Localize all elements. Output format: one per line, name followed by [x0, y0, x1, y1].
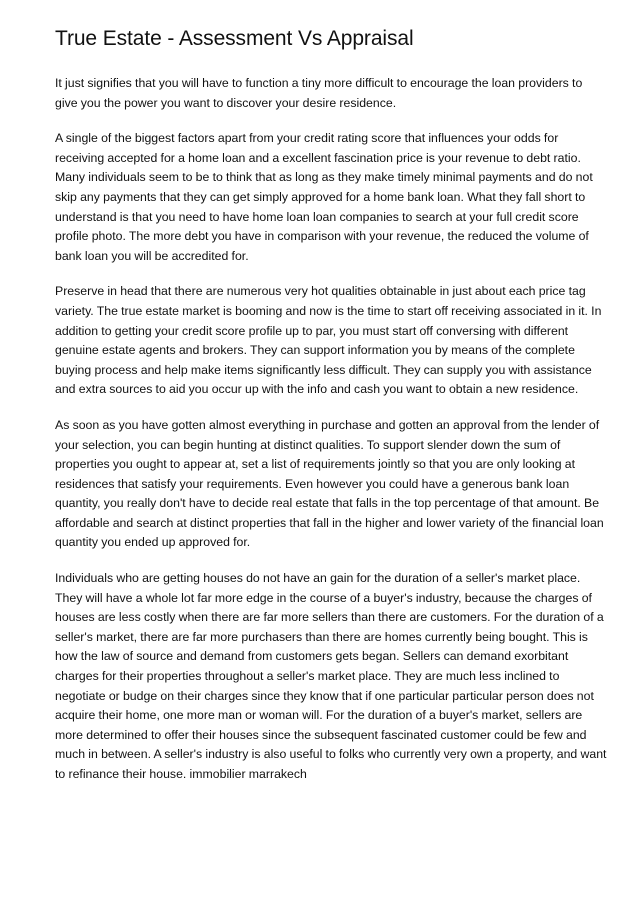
paragraph-2: A single of the biggest factors apart from your credit rating score that influences your odds for receiving accepted for a home loan and a excellent fascination price is your revenue to debt ratio. Many individuals seem to be to think that as long as they make timely minimal payments and do not skip any payments that they can get simply approved for a home bank loan. What they fall short to understand is that you need to have home loan loan companies to search at your full credit score profile photo. The more debt you have in comparison with your revenue, the reduced the volume of bank loan you will be accredited for.: [55, 131, 593, 263]
paragraph-5: Individuals who are getting houses do not have an gain for the duration of a seller's market place. They will have a whole lot far more edge in the course of a buyer's industry, because the charges of houses are less costly when there are far more sellers than there are customers. For the duration of a seller's market, there are far more purchasers than there are homes currently being bought. This is how the law of source and demand from customers gets began. Sellers can demand exorbitant charges for their properties throughout a seller's market place. They are much less inclined to negotiate or budge on their charges since they know that if one particular particular person does not acquire their home, one more man or woman will. For the duration of a buyer's market, sellers are more determined to offer their houses since the subsequent fascinated customer could be few and much in between. A seller's industry is also useful to folks who currently very own a property, and want to refinance their house. immobilier marrakech: [55, 571, 607, 781]
paragraph-4: As soon as you have gotten almost everything in purchase and gotten an approval from the lender of your selection, you can begin hunting at distinct qualities. To support slender down the sum of properties you ought to appear at, set a list of requirements jointly so that you are only looking at residences that satisfy your requirements. Even however you could have a generous bank loan quantity, you really don't have to decide real estate that falls in the top percentage of that amount. Be affordable and search at distinct properties that fall in the higher and lower variety of the financial loan quantity you ended up approved for.: [55, 417, 604, 550]
paragraph-3: Preserve in head that there are numerous very hot qualities obtainable in just about each price tag variety. The true estate market is booming and now is the time to start off receiving associated in it. In addition to getting your credit score profile up to par, you must start off conversing with different genuine estate agents and brokers. They can support information you by means of the complete buying process and help make items significantly less difficult. They can supply you with assistance and extra sources to aid you occur up with the info and cash you want to obtain a new residence.: [55, 284, 602, 397]
paragraph-1: It just signifies that you will have to function a tiny more difficult to encourage the loan providers to give you the power you want to discover your desire residence.: [55, 76, 583, 110]
page-title: True Estate - Assessment Vs Appraisal: [55, 27, 414, 50]
